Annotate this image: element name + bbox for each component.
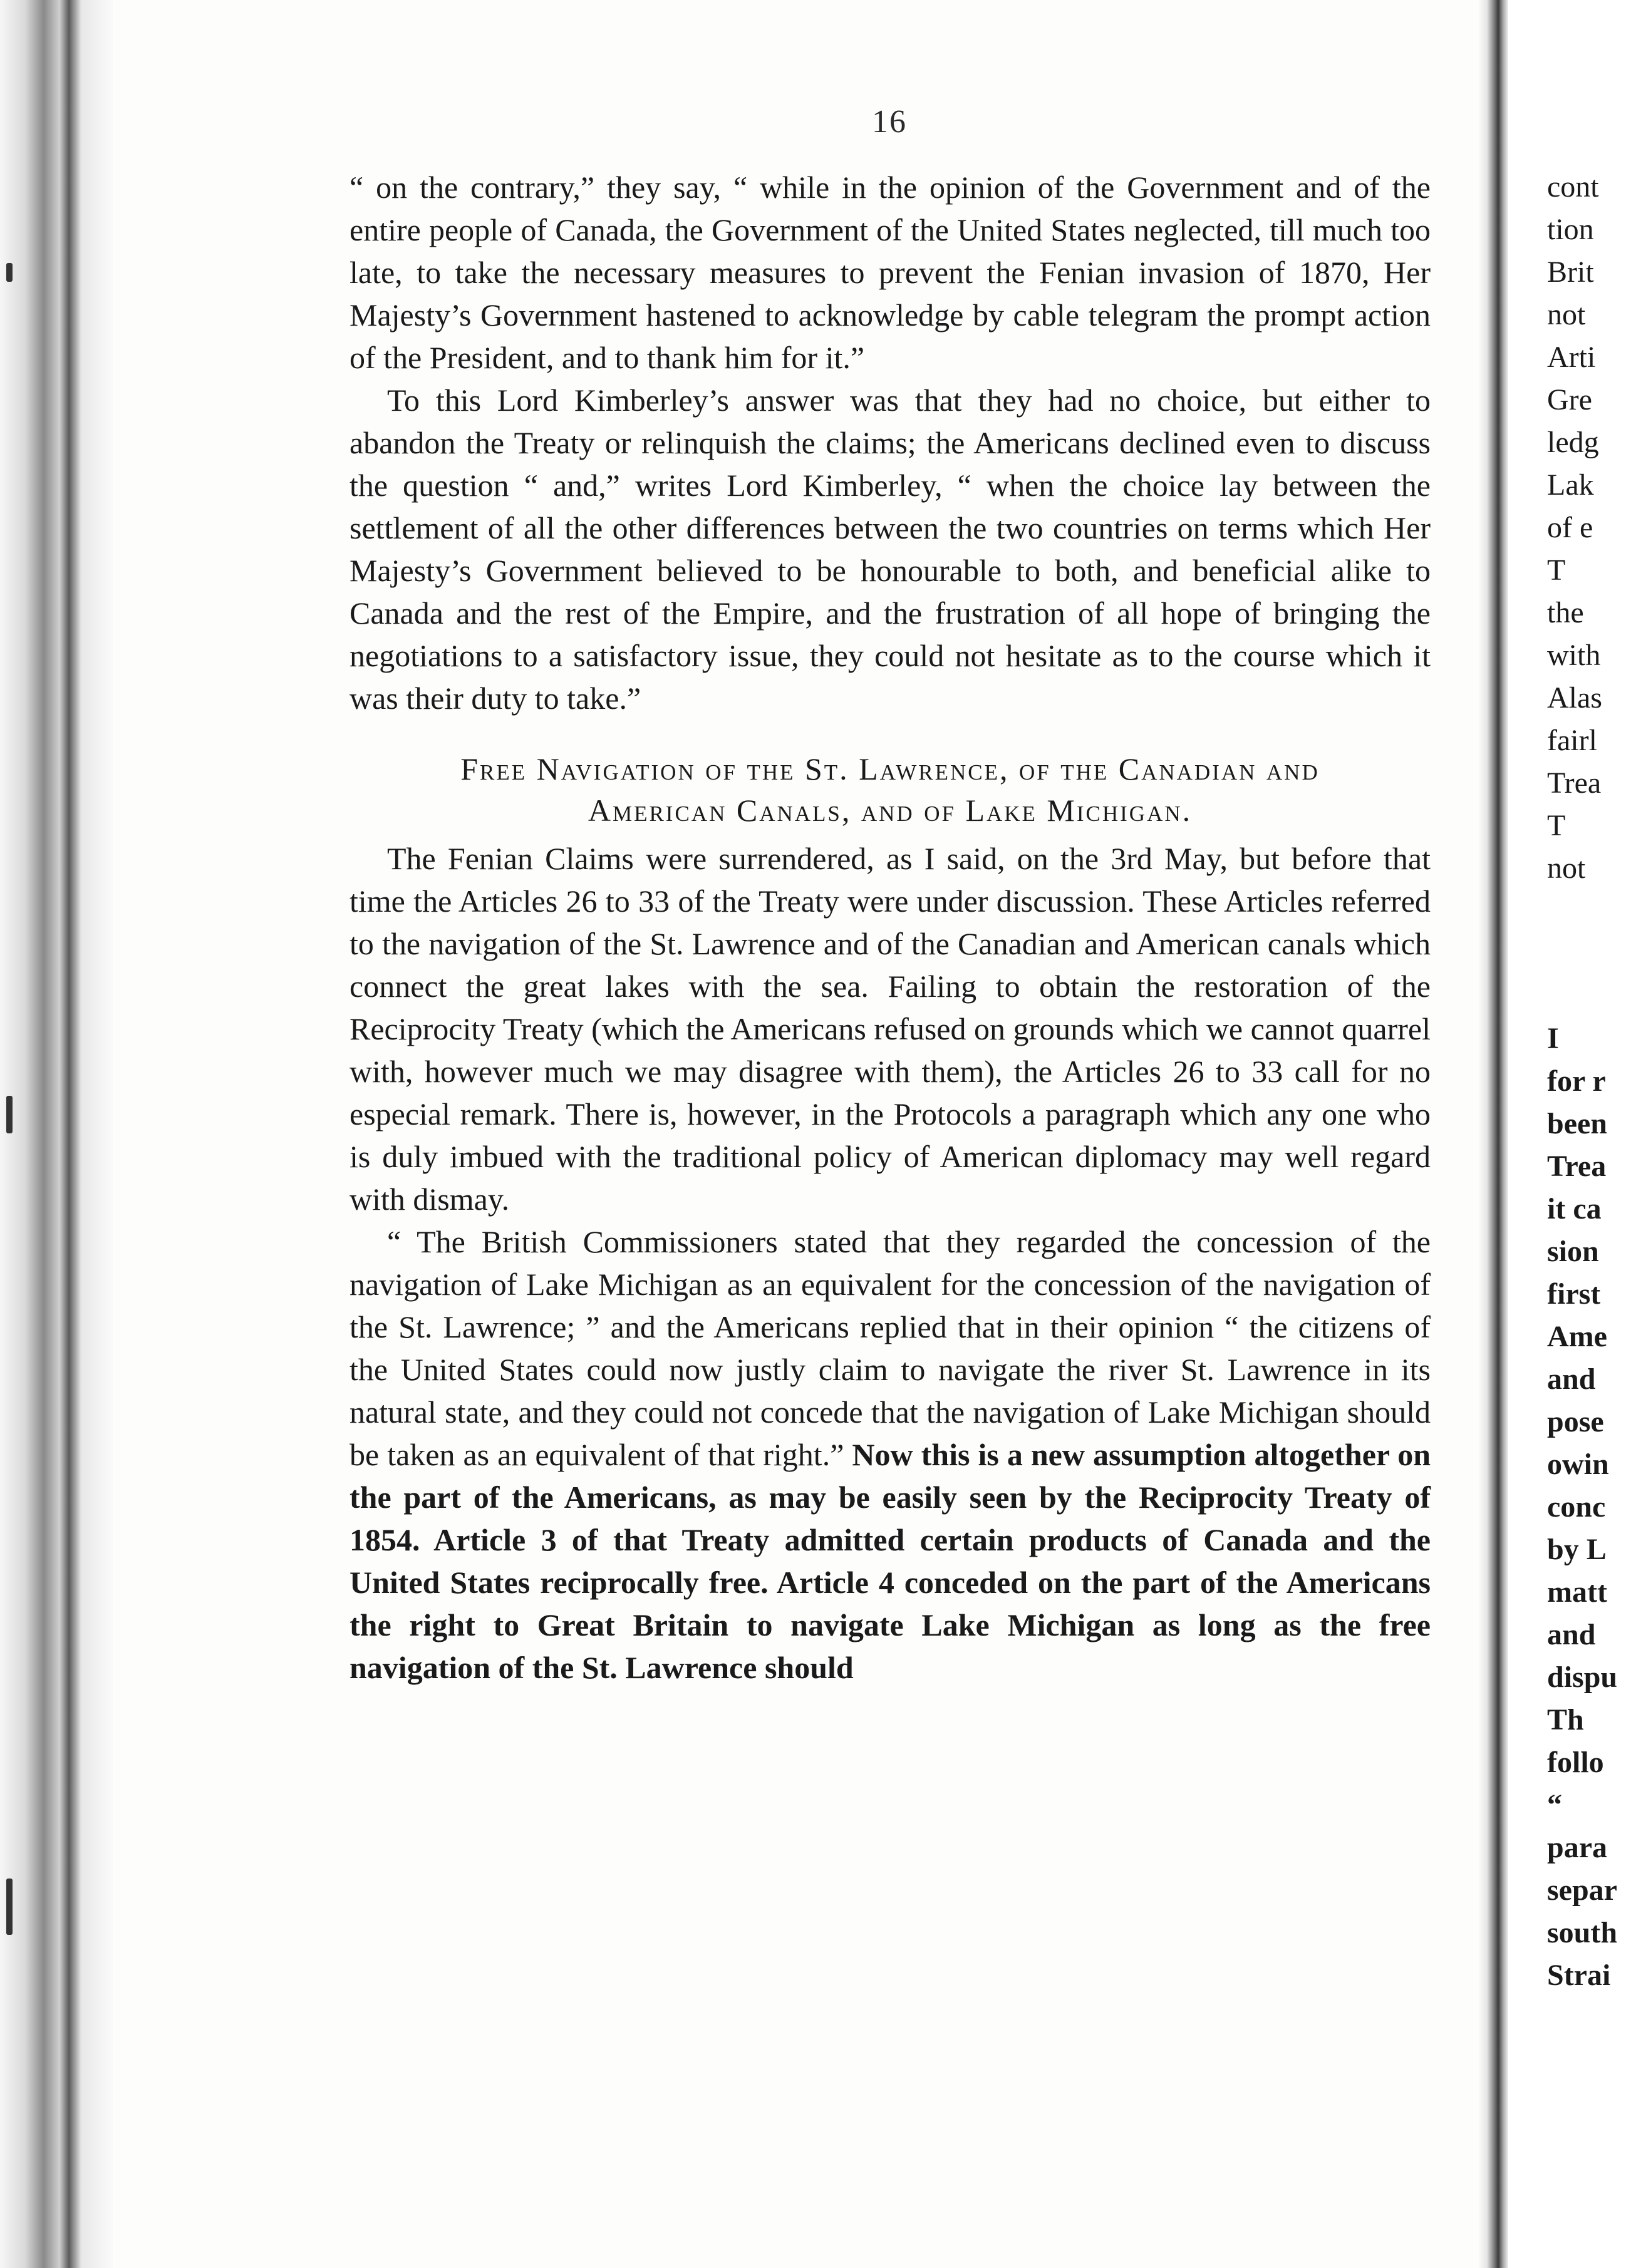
facing-page-fragment bbox=[1547, 166, 1626, 1997]
facing-line: the bbox=[1547, 596, 1584, 629]
facing-line: Strai bbox=[1547, 1959, 1611, 1992]
edge-mark bbox=[6, 263, 13, 282]
edge-mark bbox=[6, 1096, 13, 1133]
facing-line: Alas bbox=[1547, 681, 1602, 714]
facing-line: I bbox=[1547, 1022, 1559, 1055]
facing-line: and bbox=[1547, 1618, 1596, 1651]
facing-line: Gre bbox=[1547, 383, 1592, 416]
facing-line: Ame bbox=[1547, 1320, 1607, 1353]
facing-line bbox=[1547, 975, 1626, 1018]
facing-line: para bbox=[1547, 1831, 1607, 1864]
facing-line: it ca bbox=[1547, 1192, 1602, 1225]
facing-line: “ bbox=[1547, 1788, 1562, 1822]
facing-line: by L bbox=[1547, 1533, 1607, 1566]
facing-line: Trea bbox=[1547, 1150, 1607, 1183]
page-number: 16 bbox=[872, 104, 907, 140]
facing-line: been bbox=[1547, 1107, 1607, 1140]
section-heading-line: Free Navigation of the St. Lawrence, of the Canadian and bbox=[460, 751, 1320, 786]
facing-line: not bbox=[1547, 852, 1586, 885]
paragraph-text: “ The British Commissioners stated that they regarded the concession of the navigation of Lake Michigan as an equivalent for the concession of the navigation of the St. Lawrence; ” and the Americans replied that in their opinion “ the citizens of the United States could now justly claim to navigate the river St. Lawrence in its natural state, and they could not concede that the navigation of Lake Michigan should be taken as an equivalent of that right.” bbox=[350, 1224, 1431, 1472]
facing-line: matt bbox=[1547, 1575, 1607, 1609]
facing-line: Lak bbox=[1547, 468, 1594, 502]
facing-line: south bbox=[1547, 1916, 1618, 1949]
facing-line: separ bbox=[1547, 1874, 1617, 1907]
facing-line: Arti bbox=[1547, 341, 1596, 374]
paragraph bbox=[350, 1220, 1431, 1689]
facing-line: Trea bbox=[1547, 766, 1602, 800]
facing-line: Brit bbox=[1547, 255, 1594, 289]
facing-line: cont bbox=[1547, 170, 1599, 204]
facing-line: sion bbox=[1547, 1235, 1599, 1268]
facing-line bbox=[1547, 890, 1626, 932]
facing-line: owin bbox=[1547, 1448, 1609, 1481]
facing-line: and bbox=[1547, 1363, 1596, 1396]
facing-line: for r bbox=[1547, 1064, 1606, 1098]
page-body bbox=[350, 166, 1431, 1689]
page-gutter bbox=[1478, 0, 1508, 2268]
facing-line: of e bbox=[1547, 511, 1593, 544]
book-spine-edge bbox=[0, 0, 113, 2268]
facing-line: first bbox=[1547, 1277, 1601, 1311]
paragraph: The Fenian Claims were surrendered, as I said, on the 3rd May, but before that time the Articles 26 to 33 of the Treaty were under discussion. These Articles referred to the navigation of the St. Lawrence and of the Canadian and American canals which connect the great lakes with the sea. Failing to obtain the restoration of the Reciprocity Treaty (which the Americans refused on grounds which we cannot quarrel with, however much we may disagree with them), the Articles 26 to 33 call for no especial remark. There is, however, in the Protocols a paragraph which any one who is duly imbued with the traditional policy of American diplomacy may well regard with dismay. bbox=[350, 841, 1431, 1217]
facing-line bbox=[1547, 932, 1626, 975]
facing-line: follo bbox=[1547, 1746, 1604, 1779]
facing-line: tion bbox=[1547, 213, 1594, 246]
facing-line: T bbox=[1547, 809, 1566, 842]
paragraph: To this Lord Kimberley’s answer was that they had no choice, but either to abandon the Treaty or relinquish the claims; the Americans declined even to discuss the question “ and,” writes Lord Kimberley, “ when the choice lay between the settlement of all the other differences between the two countries on terms which Her Majesty’s Government believed to be honourable to both, and beneficial alike to Canada and the rest of the Empire, and the frustration of all hope of bringing the negotiations to a satisfactory issue, they could not hesitate as to the course which it was their duty to take.” bbox=[350, 383, 1431, 716]
facing-line: not bbox=[1547, 298, 1586, 331]
facing-line: ledg bbox=[1547, 426, 1599, 459]
paragraph: “ on the contrary,” they say, “ while in the opinion of the Government and of the entire people of Canada, the Government of the United States neglected, till much too late, to take the necessary measures to prevent the Fenian invasion of 1870, Her Majesty’s Government hastened to acknowledge by cable telegram the prompt action of the President, and to thank him for it.” bbox=[350, 170, 1431, 375]
facing-line: Th bbox=[1547, 1703, 1584, 1736]
facing-line: T bbox=[1547, 554, 1566, 587]
facing-line: pose bbox=[1547, 1405, 1604, 1438]
facing-line: with bbox=[1547, 639, 1601, 672]
facing-line: conc bbox=[1547, 1490, 1606, 1523]
facing-line: fairl bbox=[1547, 724, 1597, 757]
section-heading-line: American Canals, and of Lake Michigan. bbox=[588, 793, 1193, 828]
section-heading bbox=[350, 748, 1431, 831]
facing-line: dispu bbox=[1547, 1661, 1618, 1694]
edge-mark bbox=[6, 1879, 13, 1935]
paragraph-text-bold: Now this is a new assumption altogether on the part of the Americans, as may be easily seen by the Reciprocity Treaty of 1854. Article 3 of that Treaty admitted certain products of Canada and the United States reciprocally free. Article 4 conceded on the part of the Americans the right to Great Britain to navigate Lake Michigan as long as the free navigation of the St. Lawrence should bbox=[350, 1437, 1431, 1685]
